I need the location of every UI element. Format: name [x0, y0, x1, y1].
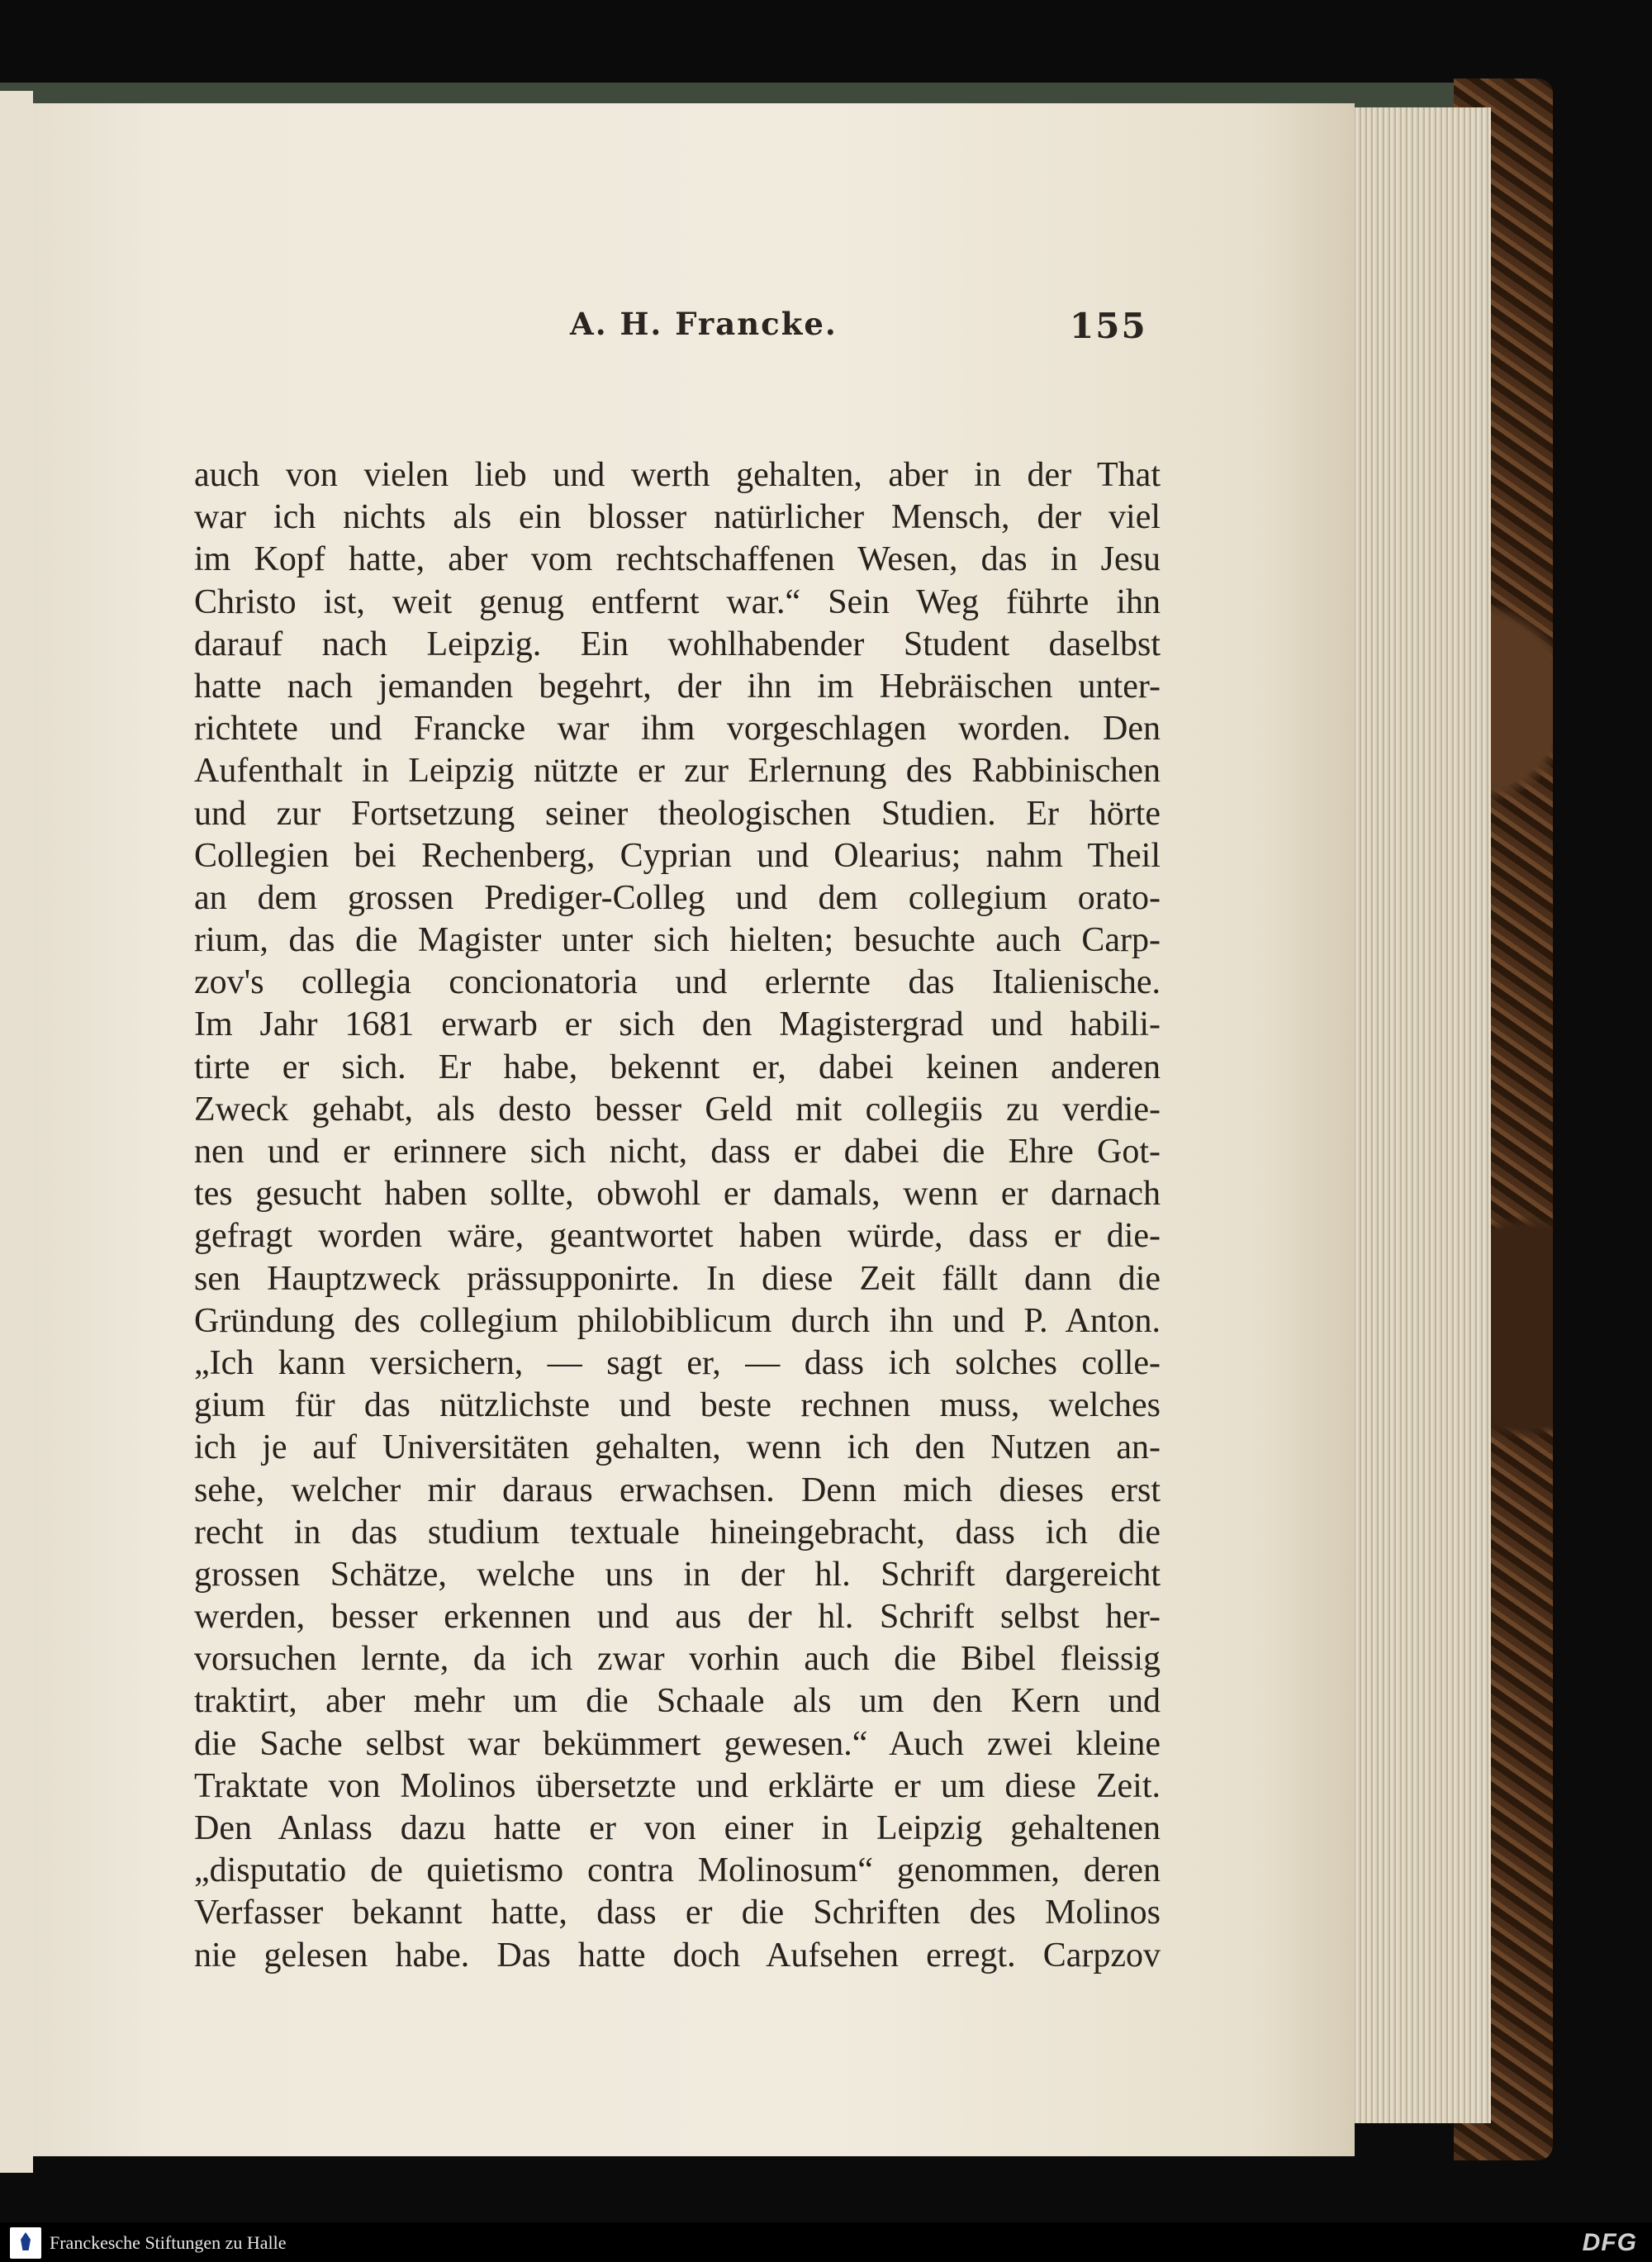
text-line: vorsuchen lernte, da ich zwar vorhin auch die Bibel fleissig — [194, 1640, 1161, 1679]
page-block-edges — [1346, 107, 1491, 2123]
franckesche-stiftungen-logo-icon[interactable] — [10, 2227, 41, 2259]
text-line: gefragt worden wäre, geantwortet haben würde, dass er die- — [194, 1217, 1161, 1256]
page-number: 155 — [1070, 306, 1147, 346]
text-line: Aufenthalt in Leipzig nützte er zur Erlernung des Rabbinischen — [194, 752, 1161, 791]
text-line: tes gesucht haben sollte, obwohl er damals, wenn er darnach — [194, 1175, 1161, 1214]
text-line: werden, besser erkennen und aus der hl. Schrift selbst her- — [194, 1598, 1161, 1637]
dfg-logo: DFG — [1582, 2229, 1637, 2256]
text-line: richtete und Francke war ihm vorgeschlagen worden. Den — [194, 710, 1161, 748]
book-page — [33, 103, 1355, 2156]
text-line: die Sache selbst war bekümmert gewesen.“ Auch zwei kleine — [194, 1724, 1161, 1763]
text-line: und zur Fortsetzung seiner theologischen Studien. Er hörte — [194, 794, 1161, 833]
text-line: sehe, welcher mir daraus erwachsen. Denn mich dieses erst — [194, 1471, 1161, 1509]
text-line: gium für das nützlichste und beste rechnen muss, welches — [194, 1386, 1161, 1425]
text-line: Zweck gehabt, als desto besser Geld mit collegiis zu verdie- — [194, 1090, 1161, 1129]
text-line: nie gelesen habe. Das hatte doch Aufsehen erregt. Carpzov — [194, 1936, 1161, 1974]
text-line: „Ich kann versichern, — sagt er, — dass ich solches colle- — [194, 1343, 1161, 1382]
text-line: tirte er sich. Er habe, bekennt er, dabei keinen anderen — [194, 1048, 1161, 1086]
text-line: hatte nach jemanden begehrt, der ihn im Hebräischen unter- — [194, 667, 1161, 706]
text-line: auch von vielen lieb und werth gehalten, aber in der That — [194, 456, 1161, 494]
text-line: Christo ist, weit genug entfernt war.“ Sein Weg führte ihn — [194, 582, 1161, 621]
text-line: grossen Schätze, welche uns in der hl. Schrift dargereicht — [194, 1555, 1161, 1594]
text-line: Im Jahr 1681 erwarb er sich den Magistergrad und habili- — [194, 1005, 1161, 1044]
facing-page-edge — [0, 91, 33, 2173]
text-line: Gründung des collegium philobiblicum durch ihn und P. Anton. — [194, 1301, 1161, 1340]
text-line: sen Hauptzweck prässupponirte. In diese Zeit fällt dann die — [194, 1259, 1161, 1298]
text-line: war ich nichts als ein blosser natürlicher Mensch, der viel — [194, 498, 1161, 537]
text-line: darauf nach Leipzig. Ein wohlhabender Student daselbst — [194, 625, 1161, 663]
text-line: recht in das studium textuale hineingebracht, dass ich die — [194, 1513, 1161, 1552]
running-title: A. H. Francke. — [570, 306, 838, 342]
text-line: ich je auf Universitäten gehalten, wenn ich den Nutzen an- — [194, 1428, 1161, 1467]
text-line: an dem grossen Prediger-Colleg und dem collegium orato- — [194, 878, 1161, 917]
text-line: nen und er erinnere sich nicht, dass er dabei die Ehre Got- — [194, 1133, 1161, 1171]
text-line: im Kopf hatte, aber vom rechtschaffenen Wesen, das in Jesu — [194, 540, 1161, 579]
text-line: Collegien bei Rechenberg, Cyprian und Olearius; nahm Theil — [194, 836, 1161, 875]
text-line: Den Anlass dazu hatte er von einer in Leipzig gehaltenen — [194, 1809, 1161, 1847]
text-line: „disputatio de quietismo contra Molinosum“ genommen, deren — [194, 1851, 1161, 1890]
institution-name: Franckesche Stiftungen zu Halle — [50, 2232, 287, 2253]
text-line: Verfasser bekannt hatte, dass er die Schriften des Molinos — [194, 1894, 1161, 1932]
body-text — [194, 454, 1161, 1977]
text-line: Traktate von Molinos übersetzte und erklärte er um diese Zeit. — [194, 1766, 1161, 1805]
text-line: rium, das die Magister unter sich hielten; besuchte auch Carp- — [194, 921, 1161, 960]
text-line: traktirt, aber mehr um die Schaale als um den Kern und — [194, 1682, 1161, 1721]
text-line: zov's collegia concionatoria und erlernte das Italienische. — [194, 963, 1161, 1002]
viewer-footer — [0, 2222, 1652, 2262]
